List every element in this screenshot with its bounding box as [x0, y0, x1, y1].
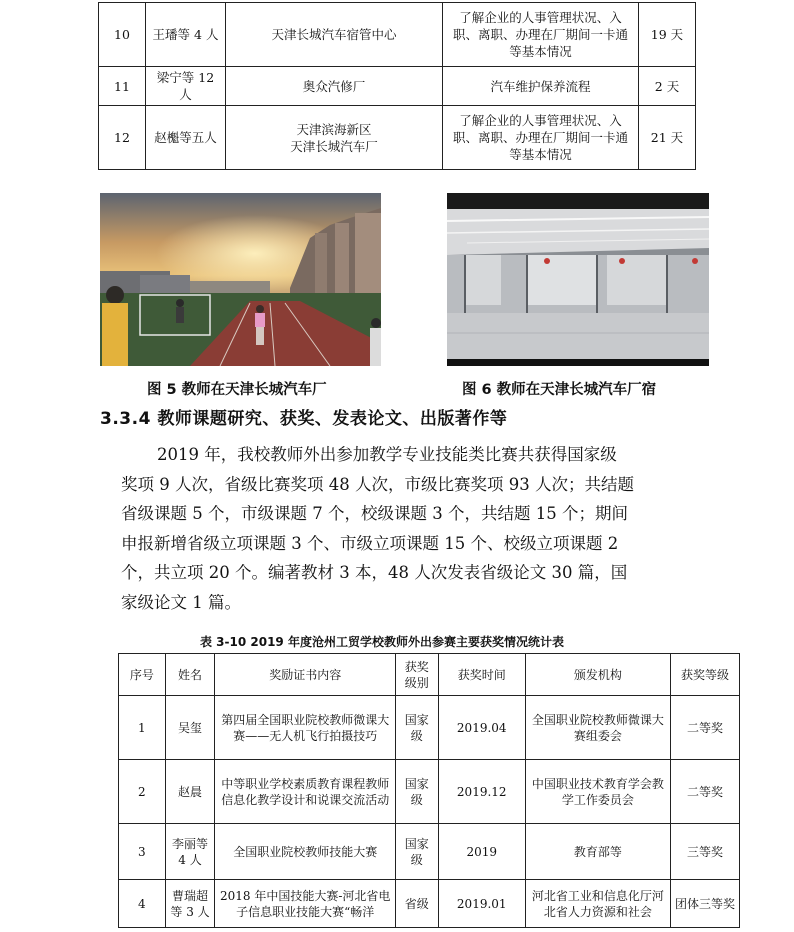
row-number: 11 [99, 67, 146, 106]
practice-days: 2 天 [639, 67, 696, 106]
figure-6-caption: 图 6 教师在天津长城汽车厂宿 [462, 382, 657, 398]
header-level: 获奖级别 [396, 654, 439, 696]
row-number: 12 [99, 106, 146, 170]
award-time: 2019.04 [438, 696, 525, 760]
paragraph-line: 家级论文 1 篇。 [121, 592, 241, 612]
row-number: 3 [119, 824, 166, 880]
practice-days: 21 天 [639, 106, 696, 170]
award-time: 2019.12 [438, 760, 525, 824]
table-row [99, 106, 696, 170]
header-grade: 获奖等级 [670, 654, 739, 696]
row-number: 4 [119, 880, 166, 928]
practice-place: 天津长城汽车宿管中心 [226, 3, 443, 67]
award-level: 国家级 [396, 824, 439, 880]
table-row [119, 824, 740, 880]
award-level: 国家级 [396, 696, 439, 760]
award-org: 教育部等 [525, 824, 670, 880]
figure-5-caption: 图 5 教师在天津长城汽车厂 [147, 382, 327, 398]
practice-days: 19 天 [639, 3, 696, 67]
person-name: 赵櫆等五人 [146, 106, 226, 170]
header-no: 序号 [119, 654, 166, 696]
row-number: 1 [119, 696, 166, 760]
award-content: 第四届全国职业院校教师微课大赛——无人机飞行拍摄技巧 [215, 696, 396, 760]
paragraph-line: 2019 年，我校教师外出参加教学专业技能类比赛共获得国家级 [157, 445, 617, 464]
table-caption: 表 3-10 2019 年度沧州工贸学校教师外出参赛主要获奖情况统计表 [200, 635, 564, 649]
section-heading: 3.3.4 教师课题研究、获奖、发表论文、出版著作等 [100, 409, 508, 429]
practice-content: 汽车维护保养流程 [443, 67, 639, 106]
table-header-row [119, 654, 740, 696]
award-time: 2019.01 [438, 880, 525, 928]
paragraph-line: 个，共立项 20 个。编著教材 3 本，48 人次发表省级论文 30 篇，国 [121, 563, 628, 583]
award-grade: 三等奖 [670, 824, 739, 880]
practice-content: 了解企业的人事管理状况、入 职、离职、办理在厂期间一卡通 等基本情况 [443, 106, 639, 170]
award-grade: 团体三等奖 [670, 880, 739, 928]
header-name: 姓名 [165, 654, 215, 696]
practice-table [98, 2, 696, 170]
table-row [119, 760, 740, 824]
award-org: 全国职业院校教师微课大赛组委会 [525, 696, 670, 760]
sports-field-illustration [100, 193, 381, 366]
person-name: 梁宁等 12 人 [146, 67, 226, 106]
table-row [99, 3, 696, 67]
dormitory-hall-illustration [447, 193, 709, 366]
person-name: 李丽等 4 人 [165, 824, 215, 880]
awards-table [118, 653, 740, 928]
row-number: 10 [99, 3, 146, 67]
practice-place: 奥众汽修厂 [226, 67, 443, 106]
award-grade: 二等奖 [670, 696, 739, 760]
award-content: 2018 年中国技能大赛-河北省电子信息职业技能大赛“畅洋 [215, 880, 396, 928]
award-content: 中等职业学校素质教育课程教师信息化教学设计和说课交流活动 [215, 760, 396, 824]
practice-place: 天津滨海新区 天津长城汽车厂 [226, 106, 443, 170]
person-name: 曹瑞超等 3 人 [165, 880, 215, 928]
photo-dormitory-hall [447, 193, 709, 366]
paragraph-line: 申报新增省级立项课题 3 个、市级立项课题 15 个、校级立项课题 2 [121, 533, 619, 553]
table-row [99, 67, 696, 106]
person-name: 王璠等 4 人 [146, 3, 226, 67]
award-level: 国家级 [396, 760, 439, 824]
photo-sports-field [100, 193, 381, 366]
award-level: 省级 [396, 880, 439, 928]
header-time: 获奖时间 [438, 654, 525, 696]
award-org: 中国职业技术教育学会教学工作委员会 [525, 760, 670, 824]
award-grade: 二等奖 [670, 760, 739, 824]
person-name: 赵晨 [165, 760, 215, 824]
body-paragraph [121, 440, 677, 618]
row-number: 2 [119, 760, 166, 824]
paragraph-line: 奖项 9 人次，省级比赛奖项 48 人次，市级比赛奖项 93 人次；共结题 [121, 474, 634, 494]
award-time: 2019 [438, 824, 525, 880]
header-org: 颁发机构 [525, 654, 670, 696]
header-content: 奖励证书内容 [215, 654, 396, 696]
table-row [119, 696, 740, 760]
award-content: 全国职业院校教师技能大赛 [215, 824, 396, 880]
person-name: 吴玺 [165, 696, 215, 760]
table-row [119, 880, 740, 928]
award-org: 河北省工业和信息化厅河北省人力资源和社会 [525, 880, 670, 928]
practice-content: 了解企业的人事管理状况、入 职、离职、办理在厂期间一卡通 等基本情况 [443, 3, 639, 67]
paragraph-line: 省级课题 5 个，市级课题 7 个，校级课题 3 个，共结题 15 个；期间 [121, 504, 628, 524]
